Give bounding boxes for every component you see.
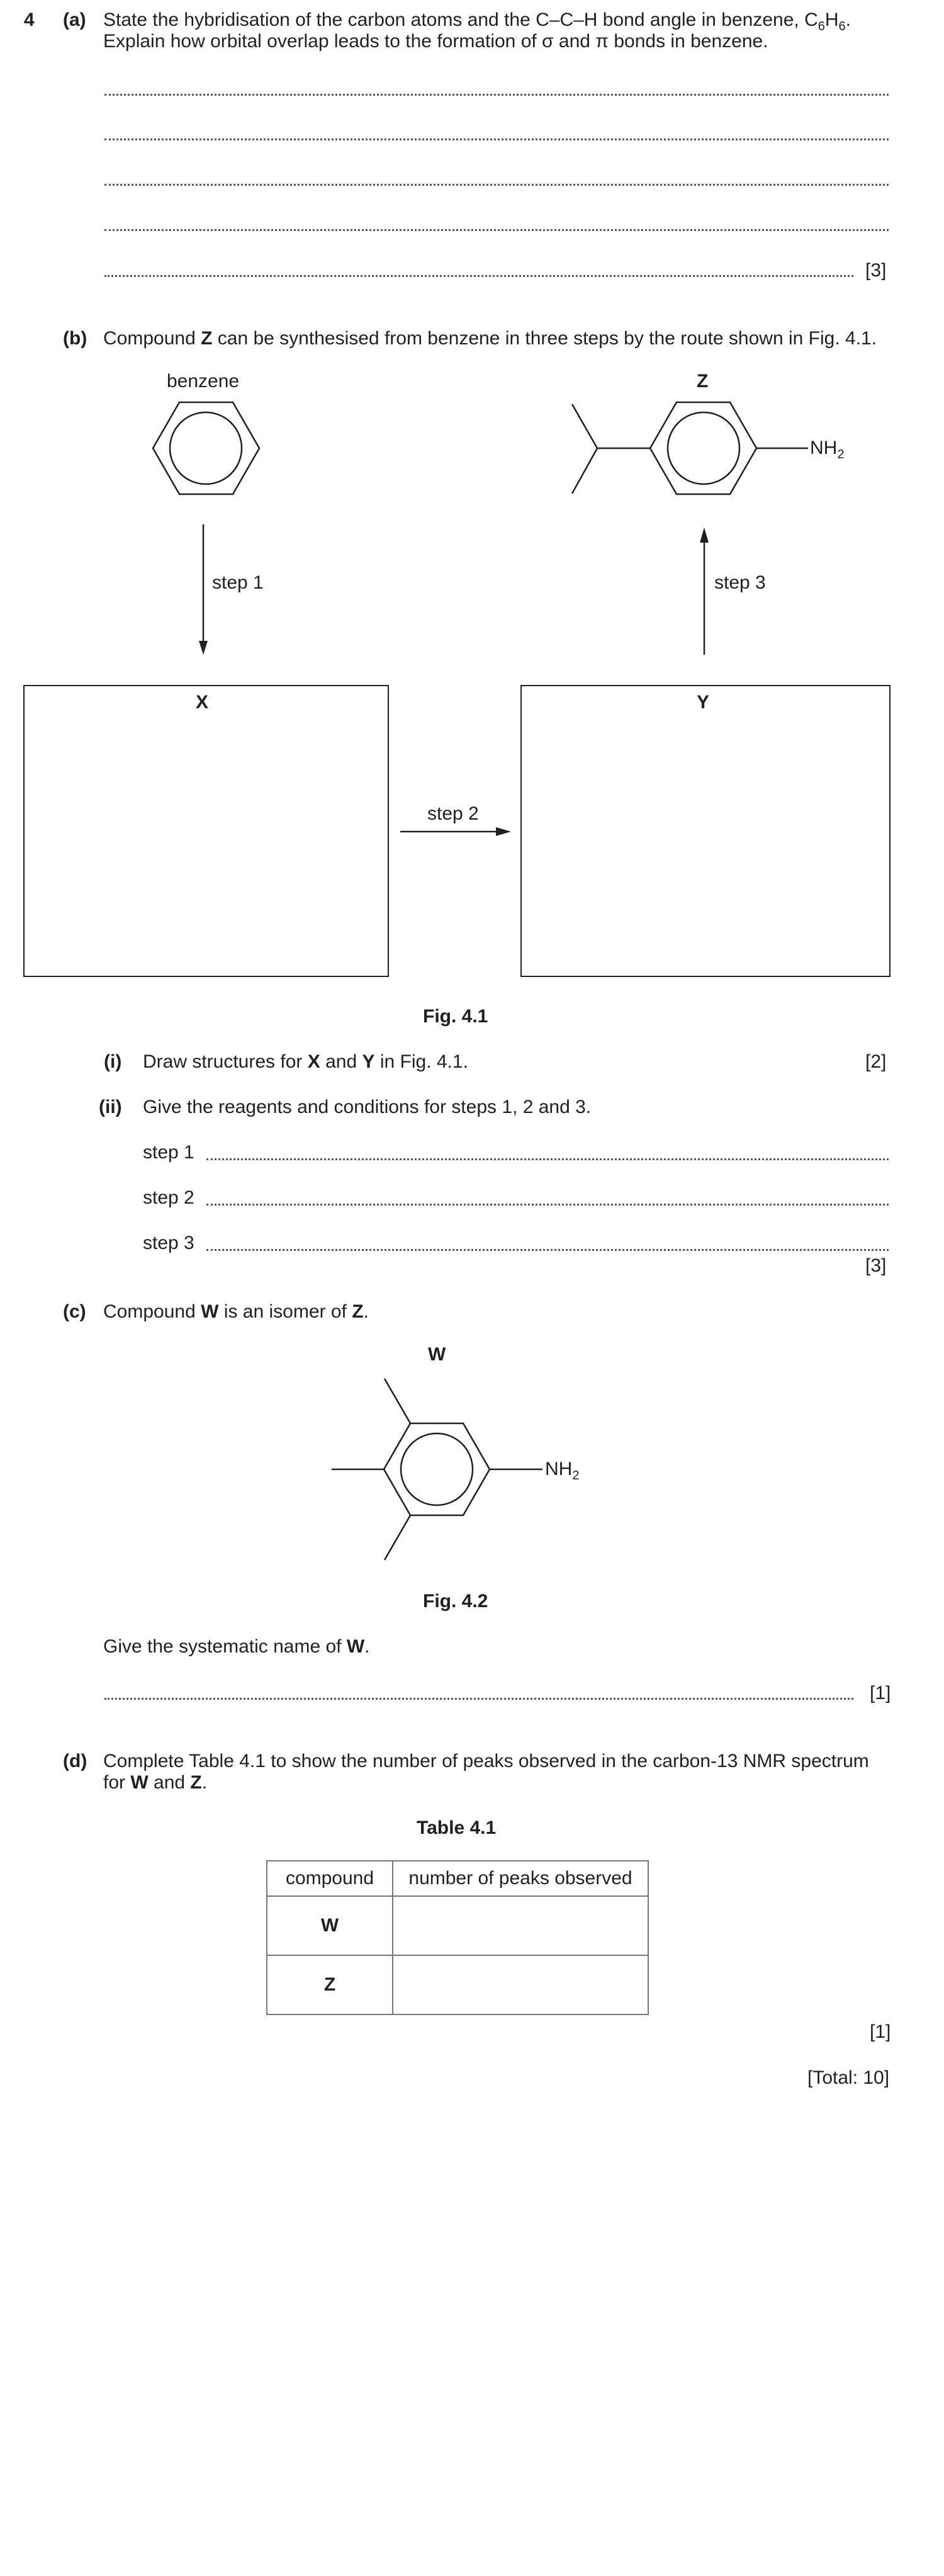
header-compound: compound: [267, 1861, 393, 1896]
part-a-line2: Explain how orbital overlap leads to the formation of σ and π bonds in benzene.: [103, 31, 768, 52]
subscript-6b: 6: [838, 20, 846, 33]
step2-label: step 2: [427, 803, 479, 824]
w-nh2-subscript: 2: [572, 1469, 580, 1483]
part-c-q-post: .: [364, 1636, 370, 1657]
row-z-peaks-answer[interactable]: [393, 1955, 648, 2014]
total-marks: [Total: 10]: [807, 2067, 890, 2088]
benzene-aromatic-circle: [170, 412, 242, 484]
part-b-i-post: in Fig. 4.1.: [374, 1051, 468, 1072]
part-d-line2-post: .: [201, 1772, 208, 1793]
w-ring: [384, 1423, 490, 1515]
part-b-ii-label: (ii): [99, 1097, 122, 1117]
w-methyl-bottom-bond: [385, 1515, 410, 1560]
nmr-peaks-table: [266, 1860, 649, 2015]
table-4-1-title: Table 4.1: [417, 1817, 497, 1838]
part-c-text: [103, 1301, 369, 1323]
part-c-question: [103, 1635, 370, 1658]
part-c-marks: [1]: [870, 1683, 891, 1703]
structure-y-box[interactable]: [520, 685, 891, 977]
question-number: 4: [24, 9, 35, 30]
fig-4-2-caption: Fig. 4.2: [423, 1591, 488, 1612]
part-b-ii-text: Give the reagents and conditions for steps 1, 2 and 3.: [143, 1097, 592, 1117]
structure-y-label: Y: [697, 692, 710, 713]
part-b-i-marks: [2]: [865, 1051, 887, 1072]
part-b-intro-post: can be synthesised from benzene in three steps by the route shown in Fig. 4.1.: [212, 328, 877, 349]
part-c-mid: is an isomer of: [218, 1301, 352, 1322]
w-aromatic-circle: [401, 1433, 473, 1505]
fig-4-1-caption: Fig. 4.1: [423, 1006, 488, 1027]
answer-line-step2[interactable]: [206, 1204, 889, 1206]
answer-step1-label: step 1: [143, 1142, 194, 1163]
z-nh2-label: [810, 437, 844, 466]
part-d-line1: Complete Table 4.1 to show the number of peaks observed in the carbon-13 NMR spectrum: [103, 1751, 869, 1771]
part-b-intro-pre: Compound: [103, 328, 201, 349]
answer-line-step3[interactable]: [206, 1249, 889, 1251]
answer-line-step1[interactable]: [206, 1158, 889, 1160]
part-d-line2-mid: and: [148, 1772, 191, 1793]
step1-label: step 1: [212, 572, 264, 593]
w-nh2-text: NH: [545, 1459, 573, 1479]
answer-line-a5[interactable]: [104, 275, 853, 277]
part-c-post: .: [363, 1301, 369, 1322]
part-b-i-pre: Draw structures for: [143, 1051, 308, 1072]
answer-step2-label: step 2: [143, 1187, 194, 1208]
part-a-marks: [3]: [865, 260, 887, 281]
part-c-z: Z: [352, 1301, 364, 1322]
part-b-intro-z: Z: [201, 328, 213, 349]
w-nh2-label: [545, 1458, 579, 1487]
hydrogen-h: H: [824, 9, 839, 30]
benzene-label: benzene: [167, 371, 240, 392]
part-a-line1-text: State the hybridisation of the carbon atoms and the C–C–H bond angle in benzene, C: [103, 9, 818, 30]
part-b-ii-marks: [3]: [865, 1255, 887, 1276]
part-a-label: (a): [63, 9, 86, 30]
part-d-marks: [1]: [870, 2021, 891, 2042]
part-b-i-label: (i): [104, 1051, 122, 1072]
answer-line-a2[interactable]: [104, 138, 889, 140]
part-d-line2-z: Z: [190, 1772, 202, 1793]
part-b-i-x: X: [307, 1051, 320, 1072]
z-methyl-bond-1: [572, 404, 597, 448]
part-d-line2-w: W: [130, 1772, 149, 1793]
step2-arrowhead: [496, 827, 511, 836]
answer-step3-label: step 3: [143, 1233, 194, 1253]
part-b-i-mid: and: [320, 1051, 362, 1072]
part-c-q-w: W: [346, 1636, 365, 1657]
z-nh2-subscript: 2: [837, 448, 845, 461]
structure-x-box[interactable]: [23, 685, 389, 977]
part-b-i-y: Y: [362, 1051, 375, 1072]
table-row: [267, 1896, 648, 1955]
z-nh2-text: NH: [810, 438, 838, 458]
answer-line-c[interactable]: [104, 1698, 853, 1700]
part-c-pre: Compound: [103, 1301, 201, 1322]
z-ring: [650, 402, 756, 494]
answer-line-a4[interactable]: [104, 229, 889, 231]
z-aromatic-circle: [668, 412, 739, 484]
row-z-compound: Z: [267, 1955, 393, 2014]
compound-z-label: Z: [697, 371, 709, 392]
compound-w-label: W: [428, 1344, 446, 1365]
benzene-ring: [153, 402, 259, 494]
part-d-line2-pre: for: [103, 1772, 131, 1793]
step3-arrowhead: [700, 528, 709, 543]
table-row: [267, 1955, 648, 2014]
part-a-period: .: [845, 9, 851, 30]
answer-line-a3[interactable]: [104, 184, 889, 186]
w-methyl-top-bond: [385, 1379, 410, 1423]
structure-x-label: X: [196, 692, 209, 713]
row-w-peaks-answer[interactable]: [393, 1896, 648, 1955]
part-d-line2: [103, 1771, 207, 1794]
step3-label: step 3: [714, 572, 766, 593]
header-peaks: number of peaks observed: [393, 1861, 648, 1896]
part-b-label: (b): [63, 328, 87, 349]
part-c-w: W: [201, 1301, 219, 1322]
part-c-label: (c): [63, 1301, 86, 1322]
part-b-i-text: [143, 1051, 468, 1073]
part-d-label: (d): [63, 1751, 87, 1771]
subscript-6a: 6: [818, 20, 825, 33]
answer-line-a1[interactable]: [104, 94, 889, 96]
part-b-intro: [103, 327, 877, 350]
part-c-q-pre: Give the systematic name of: [103, 1636, 347, 1657]
z-methyl-bond-2: [572, 448, 597, 494]
table-header-row: [267, 1861, 648, 1896]
row-w-compound: W: [267, 1896, 393, 1955]
step1-arrowhead: [199, 641, 208, 655]
